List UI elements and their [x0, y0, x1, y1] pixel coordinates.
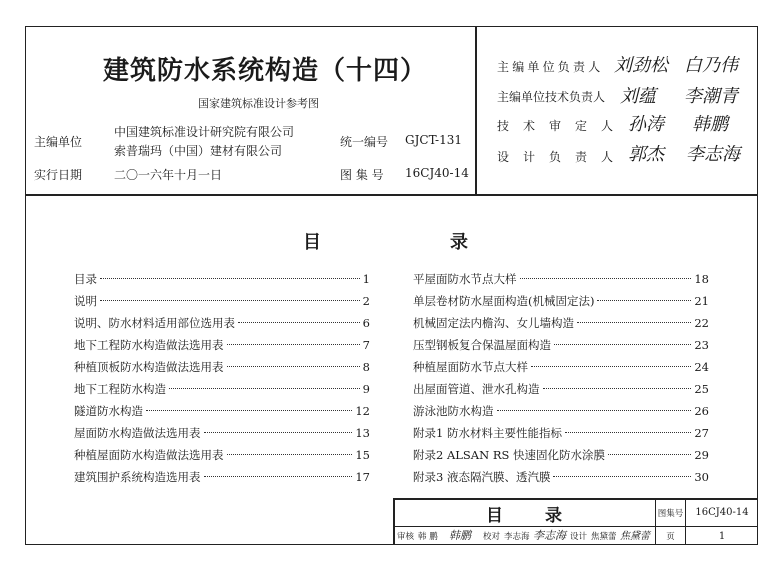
title-block-title-left: 目	[486, 506, 503, 526]
editor-unit-label: 主编单位	[34, 135, 83, 149]
toc-item[interactable]: 出屋面管道、泄水孔构造 25	[413, 382, 709, 396]
design-name: 焦黛蕾	[591, 532, 617, 542]
toc-item[interactable]: 附录3 液态隔汽膜、透汽膜 30	[413, 470, 709, 484]
toc-heading-left: 目	[303, 232, 321, 253]
toc-item[interactable]: 目录 1	[74, 272, 370, 286]
check-label: 校对	[483, 532, 501, 542]
code-value: GJCT-131	[405, 133, 462, 147]
header-divider	[25, 194, 758, 196]
atlas-value: 16CJ40-14	[405, 166, 469, 180]
page-value: 1	[718, 530, 726, 542]
review-label: 审核	[397, 532, 415, 542]
editor-unit-1: 中国建筑标准设计研究院有限公司	[114, 125, 295, 139]
toc-item[interactable]: 说明、防水材料适用部位选用表 6	[74, 316, 370, 330]
code-label: 统一编号	[340, 135, 389, 149]
title-block-atlas-value: 16CJ40-14	[695, 507, 749, 518]
toc-right-column	[413, 268, 709, 488]
date-value: 二〇一六年十月一日	[114, 168, 223, 182]
header-vertical-divider	[475, 26, 477, 195]
signature-3a: 孙涛	[628, 114, 664, 135]
editor-unit-2: 索普瑞玛（中国）建材有限公司	[114, 144, 283, 158]
signatory-label-2: 主编单位技术负责人	[497, 90, 606, 104]
design-signature: 焦黛蕾	[620, 531, 650, 542]
signature-3b: 韩鹏	[692, 114, 728, 135]
review-name: 韩 鹏	[418, 532, 438, 542]
design-label: 设计	[570, 532, 588, 542]
document-subtitle: 国家建筑标准设计参考图	[198, 97, 319, 110]
page-label: 页	[666, 532, 675, 542]
toc-item[interactable]: 建筑围护系统构造选用表 17	[74, 470, 370, 484]
document-title: 建筑防水系统构造（十四）	[103, 56, 428, 86]
signature-1b: 白乃伟	[684, 55, 738, 76]
toc-item[interactable]: 机械固定法内檐沟、女儿墙构造 22	[413, 316, 709, 330]
toc-item[interactable]: 隧道防水构造 12	[74, 404, 370, 418]
toc-item[interactable]: 种植顶板防水构造做法选用表 8	[74, 360, 370, 374]
toc-item[interactable]: 屋面防水构造做法选用表 13	[74, 426, 370, 440]
toc-left-column	[74, 268, 370, 488]
signature-1a: 刘劲松	[614, 55, 668, 76]
signature-4b: 李志海	[686, 144, 740, 165]
title-block-atlas-label: 图集号	[657, 508, 684, 519]
title-block-left-line	[393, 498, 395, 545]
toc-item[interactable]: 地下工程防水构造 9	[74, 382, 370, 396]
atlas-label: 图 集 号	[340, 168, 384, 182]
signature-2b: 李潮青	[684, 86, 738, 107]
toc-item[interactable]: 种植屋面防水节点大样 24	[413, 360, 709, 374]
toc-item[interactable]: 压型钢板复合保温屋面构造 23	[413, 338, 709, 352]
toc-item[interactable]: 游泳池防水构造 26	[413, 404, 709, 418]
signatory-label-1: 主编单位负责人	[497, 60, 604, 74]
toc-item[interactable]: 附录1 防水材料主要性能指标 27	[413, 426, 709, 440]
toc-item[interactable]: 附录2 ALSAN RS 快速固化防水涂膜 29	[413, 448, 709, 462]
toc-item[interactable]: 地下工程防水构造做法选用表 7	[74, 338, 370, 352]
signature-4a: 郭杰	[628, 144, 664, 165]
toc-item[interactable]: 平屋面防水节点大样 18	[413, 272, 709, 286]
signature-2a: 刘蕴	[620, 86, 656, 107]
signatory-label-4: 设计负责人	[497, 150, 628, 164]
review-signature: 韩鹏	[449, 529, 471, 542]
toc-item[interactable]: 说明 2	[74, 294, 370, 308]
signatory-label-3: 技术审定人	[497, 119, 628, 133]
check-name: 李志海	[504, 532, 530, 542]
date-label: 实行日期	[34, 168, 83, 182]
toc-item[interactable]: 单层卷材防水屋面构造(机械固定法) 21	[413, 294, 709, 308]
toc-item[interactable]: 种植屋面防水构造做法选用表 15	[74, 448, 370, 462]
toc-heading-right: 录	[450, 232, 468, 253]
check-signature: 李志海	[533, 529, 566, 542]
title-block-title-right: 录	[545, 506, 562, 526]
